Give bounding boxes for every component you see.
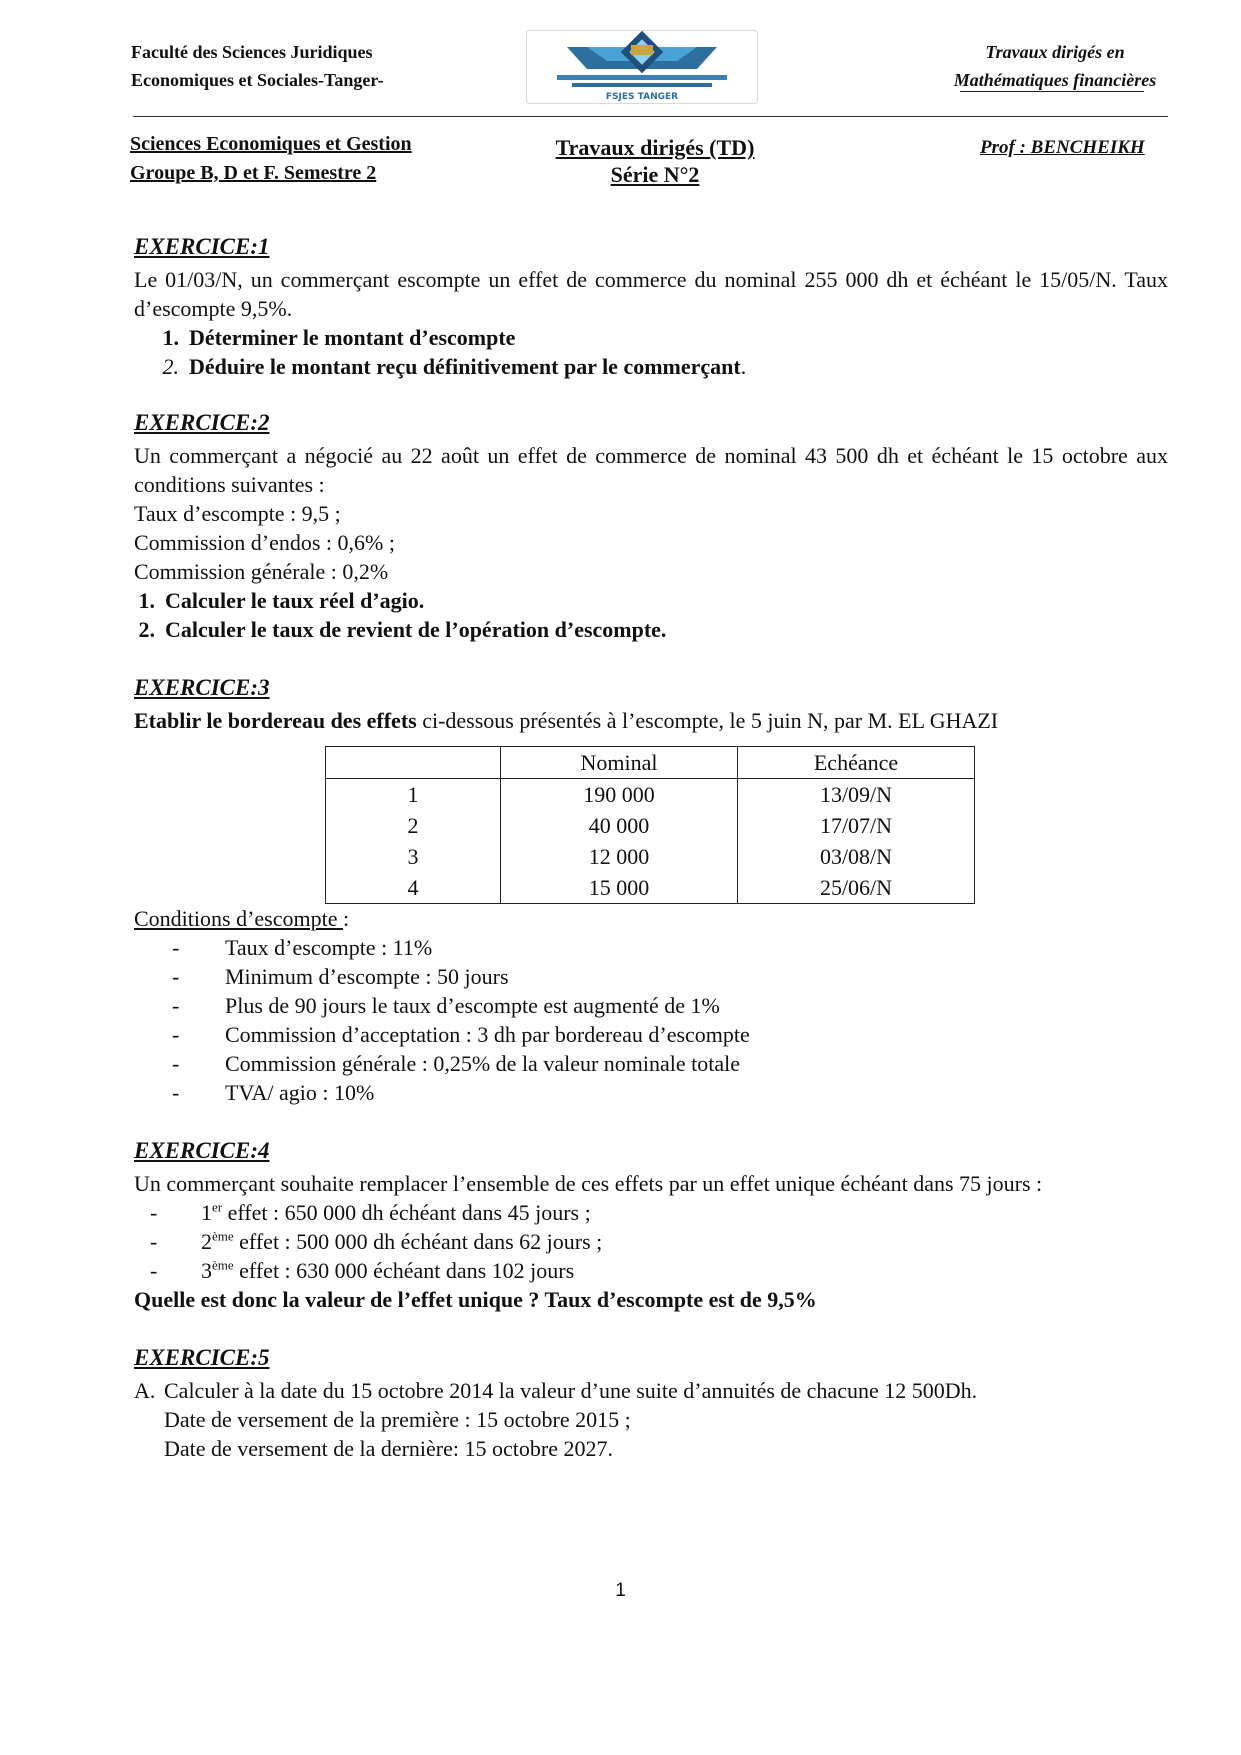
table-row bbox=[326, 810, 975, 841]
faculty-logo bbox=[526, 30, 758, 104]
list-dash: - bbox=[172, 1080, 180, 1105]
table-cell: 03/08/N bbox=[738, 841, 975, 872]
header-separator bbox=[133, 116, 1168, 117]
program-line-1: Sciences Economiques et Gestion bbox=[130, 133, 412, 155]
list-item bbox=[134, 1020, 1168, 1049]
td-title bbox=[510, 134, 800, 188]
program-line-2: Groupe B, D et F. Semestre 2 bbox=[130, 162, 377, 184]
faculty-header bbox=[131, 38, 384, 94]
list-dash: - bbox=[172, 935, 180, 960]
question-end: . bbox=[740, 354, 747, 379]
effet-number: 1 bbox=[201, 1200, 212, 1225]
list-item-text: Commission générale : 0,25% de la valeur nominale totale bbox=[225, 1051, 741, 1076]
list-item bbox=[134, 1049, 1168, 1078]
table-cell: 190 000 bbox=[501, 779, 738, 811]
table-cell: 2 bbox=[326, 810, 501, 841]
table-header-cell: Echéance bbox=[738, 747, 975, 779]
exercise-4 bbox=[134, 1136, 1168, 1314]
list-dash: - bbox=[172, 1022, 180, 1047]
list-item bbox=[134, 1198, 1168, 1227]
table-cell: 25/06/N bbox=[738, 872, 975, 904]
exercise-4-text: Un commerçant souhaite remplacer l’ensemble de ces effets par un effet unique échéant dans 75 jours : bbox=[134, 1171, 1043, 1196]
list-item bbox=[134, 962, 1168, 991]
course-line-1: Travaux dirigés en bbox=[985, 42, 1125, 62]
exercise-2-condition-3: Commission générale : 0,2% bbox=[134, 559, 389, 584]
effet-ordinal: ème bbox=[212, 1228, 234, 1244]
exercise-5-first-payment: Date de versement de la première : 15 octobre 2015 ; bbox=[164, 1407, 631, 1432]
list-dash: - bbox=[150, 1258, 158, 1283]
list-dash: - bbox=[172, 1051, 180, 1076]
question-number: 1. bbox=[162, 325, 179, 350]
table-cell: 4 bbox=[326, 872, 501, 904]
exercise-3-title: EXERCICE:3 bbox=[134, 675, 270, 700]
header-rule bbox=[960, 91, 1144, 92]
td-title-line-1: Travaux dirigés (TD) bbox=[555, 135, 755, 160]
exercise-2-condition-2: Commission d’endos : 0,6% ; bbox=[134, 530, 395, 555]
effet-number: 2 bbox=[201, 1229, 212, 1254]
exercise-1 bbox=[134, 232, 1168, 381]
table-cell: 1 bbox=[326, 779, 501, 811]
effet-ordinal: er bbox=[212, 1199, 223, 1215]
exercise-1-text: Le 01/03/N, un commerçant escompte un effet de commerce du nominal 255 000 dh et échéant le 15/05/N. Taux d’escompte 9,5%. bbox=[134, 267, 1168, 321]
question-text: Calculer le taux réel d’agio. bbox=[165, 588, 425, 613]
page-number: 1 bbox=[615, 1580, 626, 1601]
list-dash: - bbox=[172, 993, 180, 1018]
table-row bbox=[326, 841, 975, 872]
exercise-4-title: EXERCICE:4 bbox=[134, 1138, 270, 1163]
question-number: 2. bbox=[138, 617, 155, 642]
exercise-5-last-payment: Date de versement de la dernière: 15 octobre 2027. bbox=[164, 1436, 613, 1461]
effet-ordinal: ème bbox=[212, 1257, 234, 1273]
exercise-2-question-1 bbox=[134, 586, 1168, 615]
exercise-2-title: EXERCICE:2 bbox=[134, 410, 270, 435]
exercise-5-part-a bbox=[134, 1376, 1168, 1405]
exercise-5-title: EXERCICE:5 bbox=[134, 1345, 270, 1370]
exercise-2-question-2 bbox=[134, 615, 1168, 644]
faculty-line-2: Economiques et Sociales-Tanger- bbox=[131, 70, 384, 90]
question-text: Déterminer le montant d’escompte bbox=[189, 325, 516, 350]
table-header-cell bbox=[326, 747, 501, 779]
td-series: Série N°2 bbox=[610, 162, 700, 187]
effets-table bbox=[325, 746, 975, 904]
exercise-4-question: Quelle est donc la valeur de l’effet unique ? Taux d’escompte est de 9,5% bbox=[134, 1287, 817, 1312]
program-info bbox=[130, 130, 412, 188]
list-item bbox=[134, 1227, 1168, 1256]
conditions-title-text: Conditions d’escompte bbox=[134, 906, 343, 931]
table-cell: 13/09/N bbox=[738, 779, 975, 811]
table-cell: 15 000 bbox=[501, 872, 738, 904]
effet-text: effet : 630 000 échéant dans 102 jours bbox=[233, 1258, 575, 1283]
document-body bbox=[134, 232, 1168, 1463]
list-item-text: Minimum d’escompte : 50 jours bbox=[225, 964, 509, 989]
list-item bbox=[134, 933, 1168, 962]
effet-text: effet : 650 000 dh échéant dans 45 jours ; bbox=[222, 1200, 591, 1225]
list-item bbox=[134, 1078, 1168, 1107]
table-row bbox=[326, 779, 975, 811]
list-item-text: Taux d’escompte : 11% bbox=[225, 935, 433, 960]
question-text: Calculer le taux de revient de l’opération d’escompte. bbox=[165, 617, 667, 642]
exercise-1-question-2 bbox=[134, 352, 1168, 381]
list-dash: - bbox=[150, 1229, 158, 1254]
exercise-2-text: Un commerçant a négocié au 22 août un effet de commerce de nominal 43 500 dh et échéant le 15 octobre aux conditions suivantes : bbox=[134, 443, 1168, 497]
logo-emblem-icon bbox=[527, 31, 757, 103]
faculty-line-1: Faculté des Sciences Juridiques bbox=[131, 42, 373, 62]
list-dash: - bbox=[150, 1200, 158, 1225]
table-header-cell: Nominal bbox=[501, 747, 738, 779]
table-row bbox=[326, 872, 975, 904]
exercise-1-title: EXERCICE:1 bbox=[134, 234, 270, 259]
question-text: Déduire le montant reçu définitivement par le commerçant bbox=[189, 354, 741, 379]
list-item bbox=[134, 991, 1168, 1020]
list-item-text: Commission d’acceptation : 3 dh par bordereau d’escompte bbox=[225, 1022, 750, 1047]
list-item-text: Plus de 90 jours le taux d’escompte est augmenté de 1% bbox=[225, 993, 720, 1018]
list-dash: - bbox=[172, 964, 180, 989]
exercise-5 bbox=[134, 1343, 1168, 1463]
professor-name: Prof : BENCHEIKH bbox=[980, 137, 1145, 158]
conditions-list bbox=[134, 933, 1168, 1107]
conditions-colon: : bbox=[342, 906, 350, 931]
list-item bbox=[134, 1256, 1168, 1285]
part-text: Calculer à la date du 15 octobre 2014 la valeur d’une suite d’annuités de chacune 12 500Dh. bbox=[164, 1378, 978, 1403]
exercise-2-condition-1: Taux d’escompte : 9,5 ; bbox=[134, 501, 341, 526]
logo-caption: FSJES TANGER bbox=[605, 92, 679, 102]
exercise-2 bbox=[134, 408, 1168, 644]
exercise-1-question-1 bbox=[134, 323, 1168, 352]
intro-bold: Etablir le bordereau des effets bbox=[134, 708, 417, 733]
table-cell: 40 000 bbox=[501, 810, 738, 841]
exercise-3 bbox=[134, 673, 1168, 1107]
table-cell: 17/07/N bbox=[738, 810, 975, 841]
table-cell: 12 000 bbox=[501, 841, 738, 872]
course-header bbox=[900, 38, 1210, 94]
list-item-text: TVA/ agio : 10% bbox=[225, 1080, 375, 1105]
effets-list bbox=[134, 1198, 1168, 1285]
part-label: A. bbox=[134, 1378, 156, 1403]
table-header-row bbox=[326, 747, 975, 779]
effet-text: effet : 500 000 dh échéant dans 62 jours ; bbox=[233, 1229, 603, 1254]
intro-rest: ci-dessous présentés à l’escompte, le 5 juin N, par M. EL GHAZI bbox=[416, 708, 999, 733]
effet-number: 3 bbox=[201, 1258, 212, 1283]
conditions-title bbox=[134, 904, 1168, 933]
question-number: 2. bbox=[162, 354, 179, 379]
table-cell: 3 bbox=[326, 841, 501, 872]
question-number: 1. bbox=[138, 588, 155, 613]
exercise-3-intro bbox=[134, 706, 1168, 735]
course-line-2: Mathématiques financières bbox=[953, 70, 1157, 90]
